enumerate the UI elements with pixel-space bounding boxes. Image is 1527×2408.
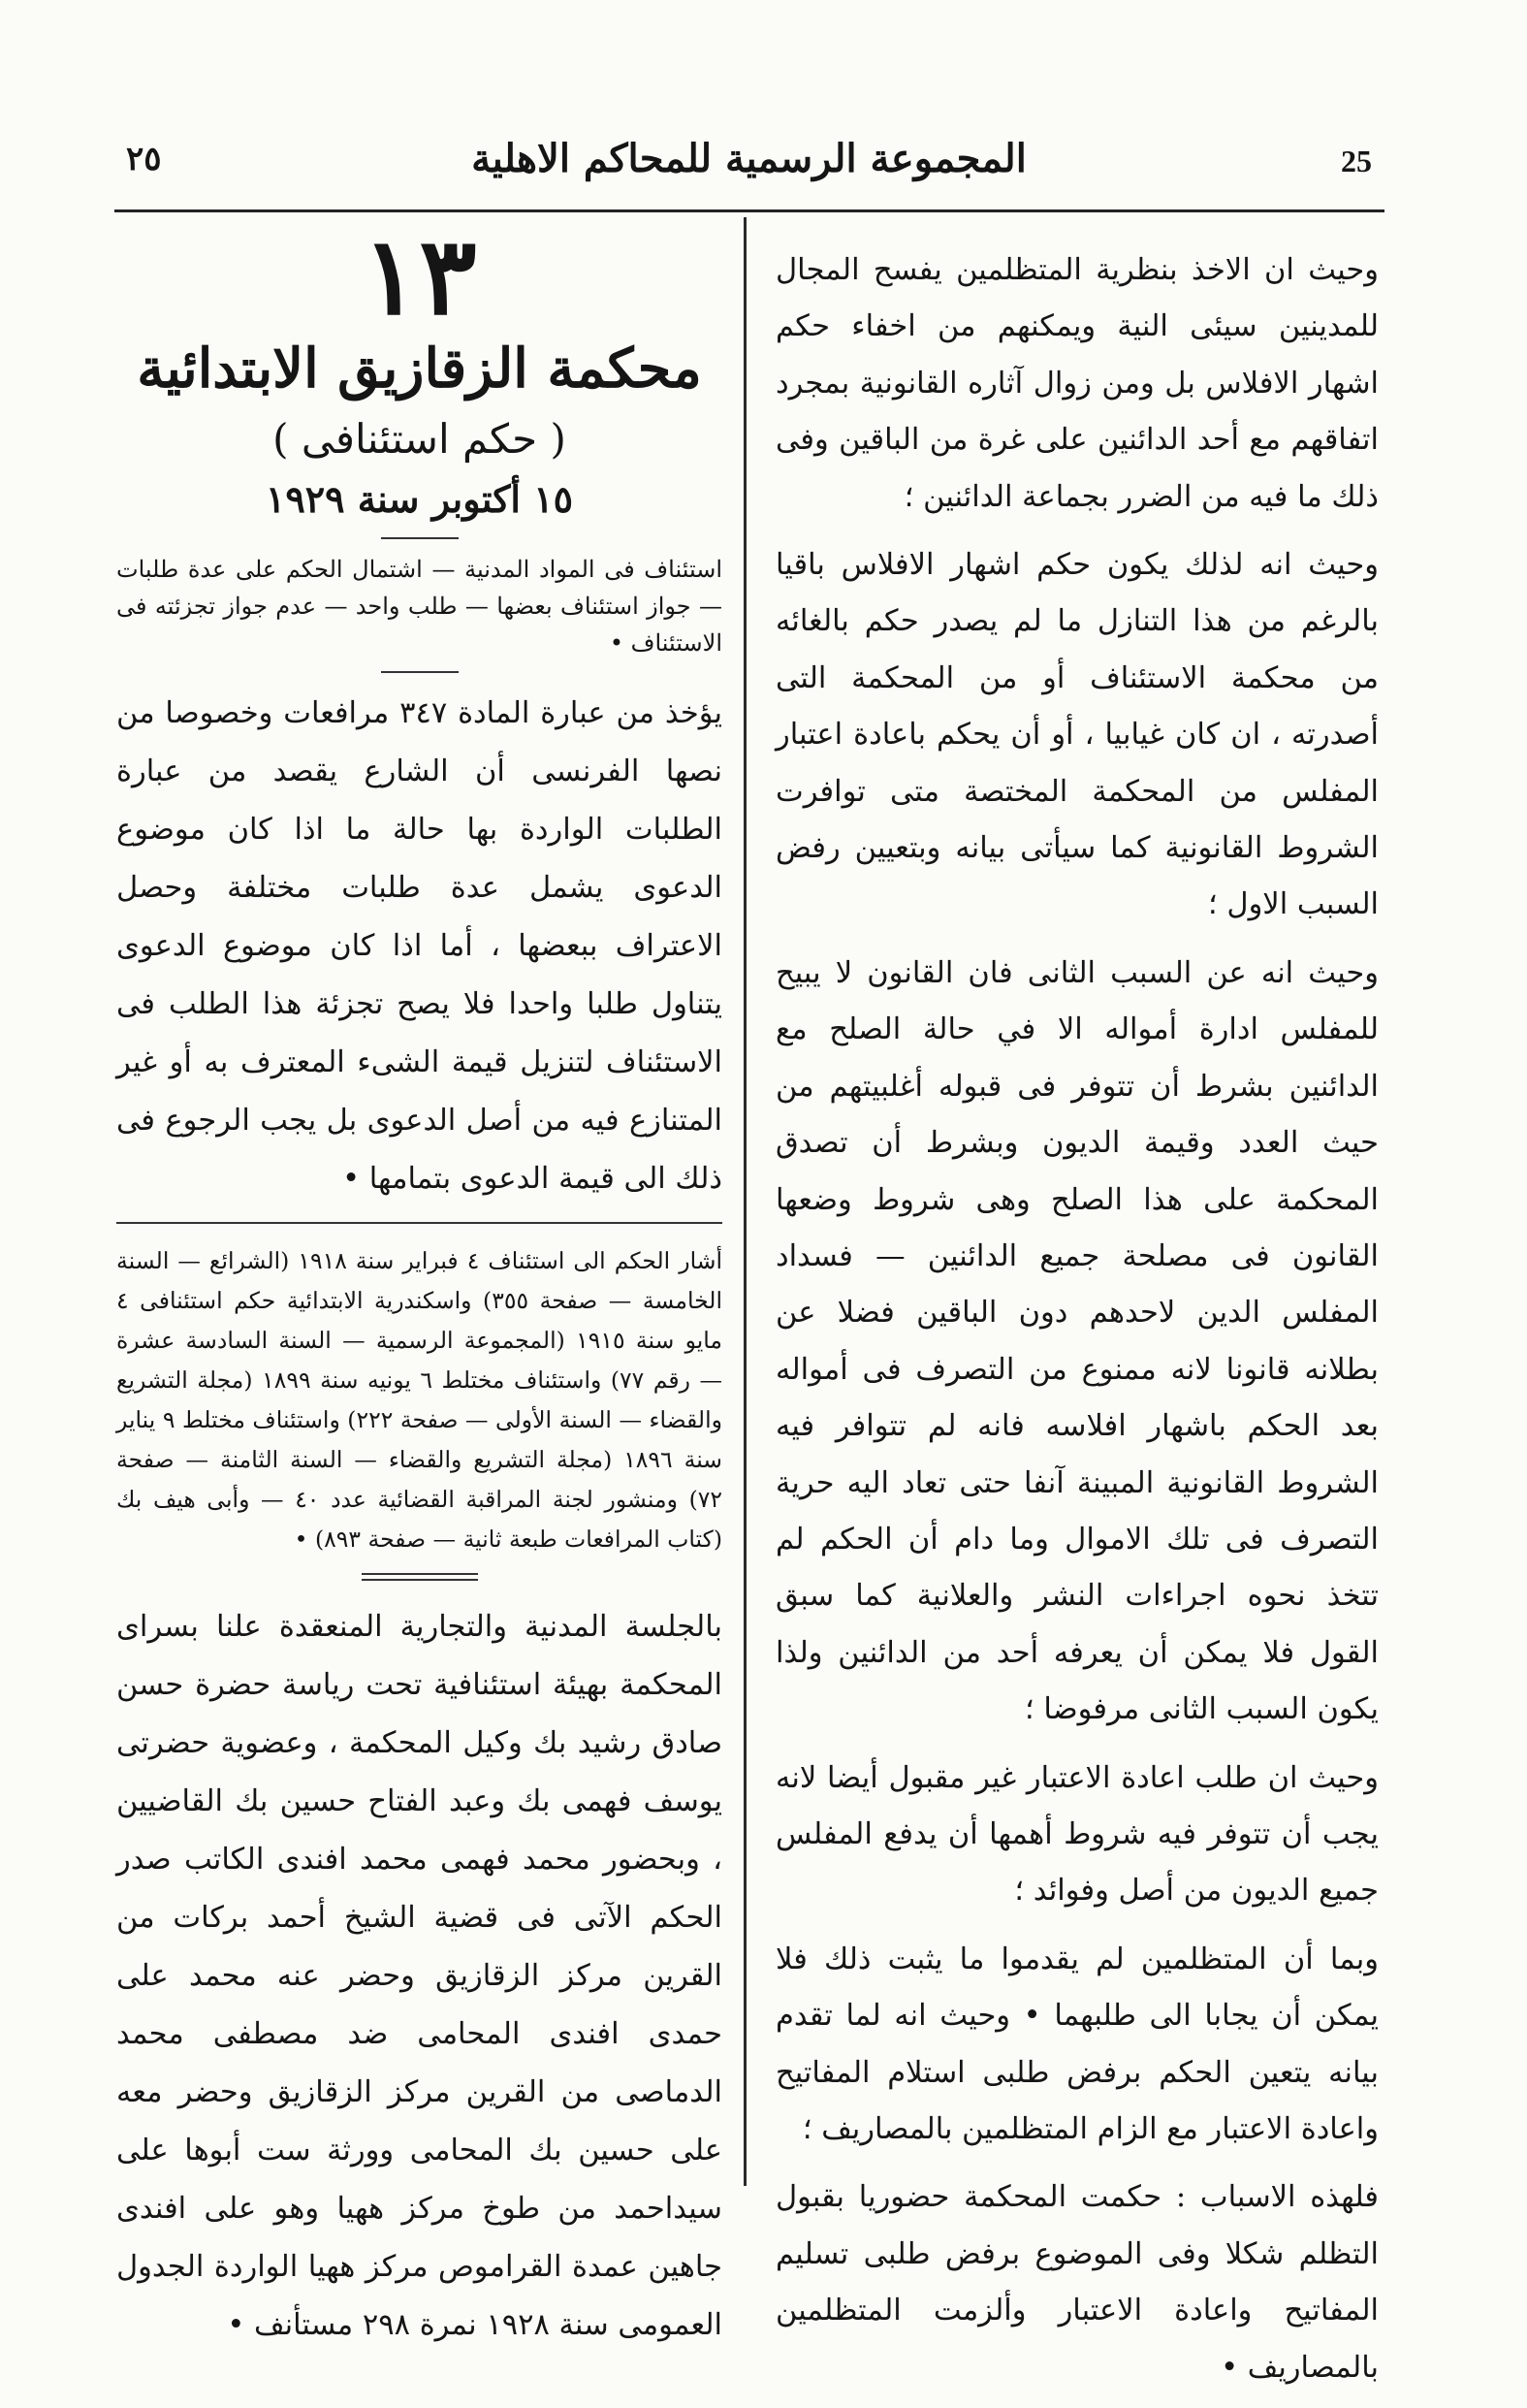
headnote: يؤخذ من عبارة المادة ٣٤٧ مرافعات وخصوصا من نصها الفرنسى أن الشارع يقصد من عبارة الطلبات الواردة بها حالة ما اذا كان موضوع الدعوى يشمل عدة طلبات مختلفة وحصل الاعتراف ببعضها ، أما اذا كان موضوع الدعوى يتناول طلبا واحدا فلا يصح تجزئة هذا الطلب فى الاستئناف لتنزيل قيمة الشىء المعترف به أو غير المتنازع فيه من أصل الدعوى بل يجب الرجوع فى ذلك الى قيمة الدعوى بتمامها • (116, 696, 722, 1196)
references: أشار الحكم الى استئناف ٤ فبراير سنة ١٩١٨ (الشرائع — السنة الخامسة — صفحة ٣٥٥) واسكندرية الابتدائية حكم استئنافى ٤ مايو سنة ١٩١٥ (المجموعة الرسمية — السنة السادسة عشرة — رقم ٧٧) واستئناف مختلط ٦ يونيه سنة ١٨٩٩ (مجلة التشريع والقضاء — السنة الأولى — صفحة ٢٢٢) واستئناف مختلط ٩ يناير سنة ١٨٩٦ (مجلة التشريع والقضاء — السنة الثامنة — صفحة ٧٢) ومنشور لجنة المراقبة القضائية عدد ٤٠ — وأبى هيف بك (كتاب المرافعات طبعة ثانية — صفحة ٨٩٣) • (116, 1247, 722, 1553)
journal-title: المجموعة الرسمية للمحاكم الاهلية (471, 136, 1027, 181)
judgment-date: ١٥ أكتوبر سنة ١٩٢٩ (265, 477, 574, 521)
case-number: ١٣ (362, 213, 477, 338)
hearing-text: بالجلسة المدنية والتجارية المنعقدة علنا بسراى المحكمة بهيئة استئنافية تحت رياسة حضرة حسن صادق رشيد بك وكيل المحكمة ، وعضوية حضرتى يوسف فهمى بك وعبد الفتاح حسين بك القاضيين ، وبحضور محمد فهمى محمد افندى الكاتب صدر الحكم الآتى فى قضية الشيخ أحمد بركات من القرين مركز الزقازيق وحضر عنه محمد على حمدى افندى المحامى ضد مصطفى محمد الدماصى من القرين مركز الزقازيق وحضر معه على حسين بك المحامى وورثة ست أبوها على سيداحمد من طوخ مركز ههيا وهو على افندى جاهين عمدة القراموص مركز ههيا الواردة الجدول العمومى سنة ١٩٢٨ نمرة ٢٩٨ مستأنف • (116, 1610, 722, 2342)
page-header (126, 136, 1372, 194)
paragraph: فلهذه الاسباب : حكمت المحكمة حضوريا بقبول التظلم شكلا وفى الموضوع برفض طلبى تسليم المفاتيح واعادة الاعتبار وألزمت المتظلمين بالمصاريف • (776, 2180, 1379, 2385)
paragraph: وبما أن المتظلمين لم يقدموا ما يثبت ذلك فلا يمكن أن يجابا الى طلبهما • وحيث انه لما تقدم بيانه يتعين الحكم برفض طلبى استلام المفاتيح واعادة الاعتبار مع الزام المتظلمين بالمصاريف ؛ (776, 1942, 1379, 2146)
double-divider (362, 1573, 478, 1581)
page-number-arabic: ٢٥ (126, 140, 162, 178)
paragraph: وحيث ان طلب اعادة الاعتبار غير مقبول أيضا لانه يجب أن تتوفر فيه شروط أهمها أن يدفع المفلس جميع الديون من أصل وفوائد ؛ (776, 1760, 1379, 1909)
paragraph: وحيث انه عن السبب الثانى فان القانون لا يبيح للمفلس ادارة أمواله الا في حالة الصلح مع الدائنين بشرط أن تتوفر فى قبوله أغلبيتهم من حيث العدد وقيمة الديون وبشرط أن تصدق المحكمة على هذا الصلح وهى شروط وضعها القانون فى مصلحة جميع الدائنين — فسداد المفلس الدين لاحدهم دون الباقين فضلا عن بطلانه قانونا لانه ممنوع من التصرف فى أمواله بعد الحكم باشهار افلاسه فانه لم تتوافر فيه الشروط القانونية المبينة آنفا حتى تعاد اليه حرية التصرف فى تلك الاموال وما دام أن الحكم لم تتخذ نحوه اجراءات النشر والعلانية كما سبق القول فلا يمكن أن يعرفه أحد من الدائنين ولذا يكون السبب الثانى مرفوضا ؛ (776, 955, 1379, 1727)
judgment-type: ( حكم استئنافى ) (272, 415, 566, 463)
paragraph: وحيث ان الاخذ بنظرية المتظلمين يفسح المجال للمدينين سيئى النية ويمكنهم من اخفاء حكم اشهار الافلاس بل ومن زوال آثاره القانونية بمجرد اتفاقهم مع أحد الدائنين على غرة من الباقين وفى ذلك ما فيه من الضرر بجماعة الدائنين ؛ (776, 253, 1379, 514)
divider (381, 671, 459, 673)
case-summary: استئناف فى المواد المدنية — اشتمال الحكم على عدة طلبات — جواز استئناف بعضها — طلب واحد — عدم جواز تجزئته فى الاستئناف • (116, 556, 722, 657)
divider (381, 537, 459, 539)
right-column (776, 242, 1379, 2408)
header-rule (114, 209, 1384, 212)
left-column (116, 213, 722, 2355)
court-name: محكمة الزقازيق الابتدائية (137, 337, 702, 401)
page-number-latin: 25 (1341, 144, 1372, 178)
paragraph: وحيث انه لذلك يكون حكم اشهار الافلاس باقيا بالرغم من هذا التنازل ما لم يصدر حكم بالغائه من محكمة الاستئناف أو من المحكمة التى أصدرته ، ان كان غيابيا ، أو أن يحكم باعادة اعتبار المفلس من المحكمة المختصة متى توافرت الشروط القانونية كما سيأتى بيانه وبتعيين رفض السبب الاول ؛ (776, 548, 1379, 922)
divider (116, 1222, 722, 1224)
column-divider (744, 217, 747, 2186)
